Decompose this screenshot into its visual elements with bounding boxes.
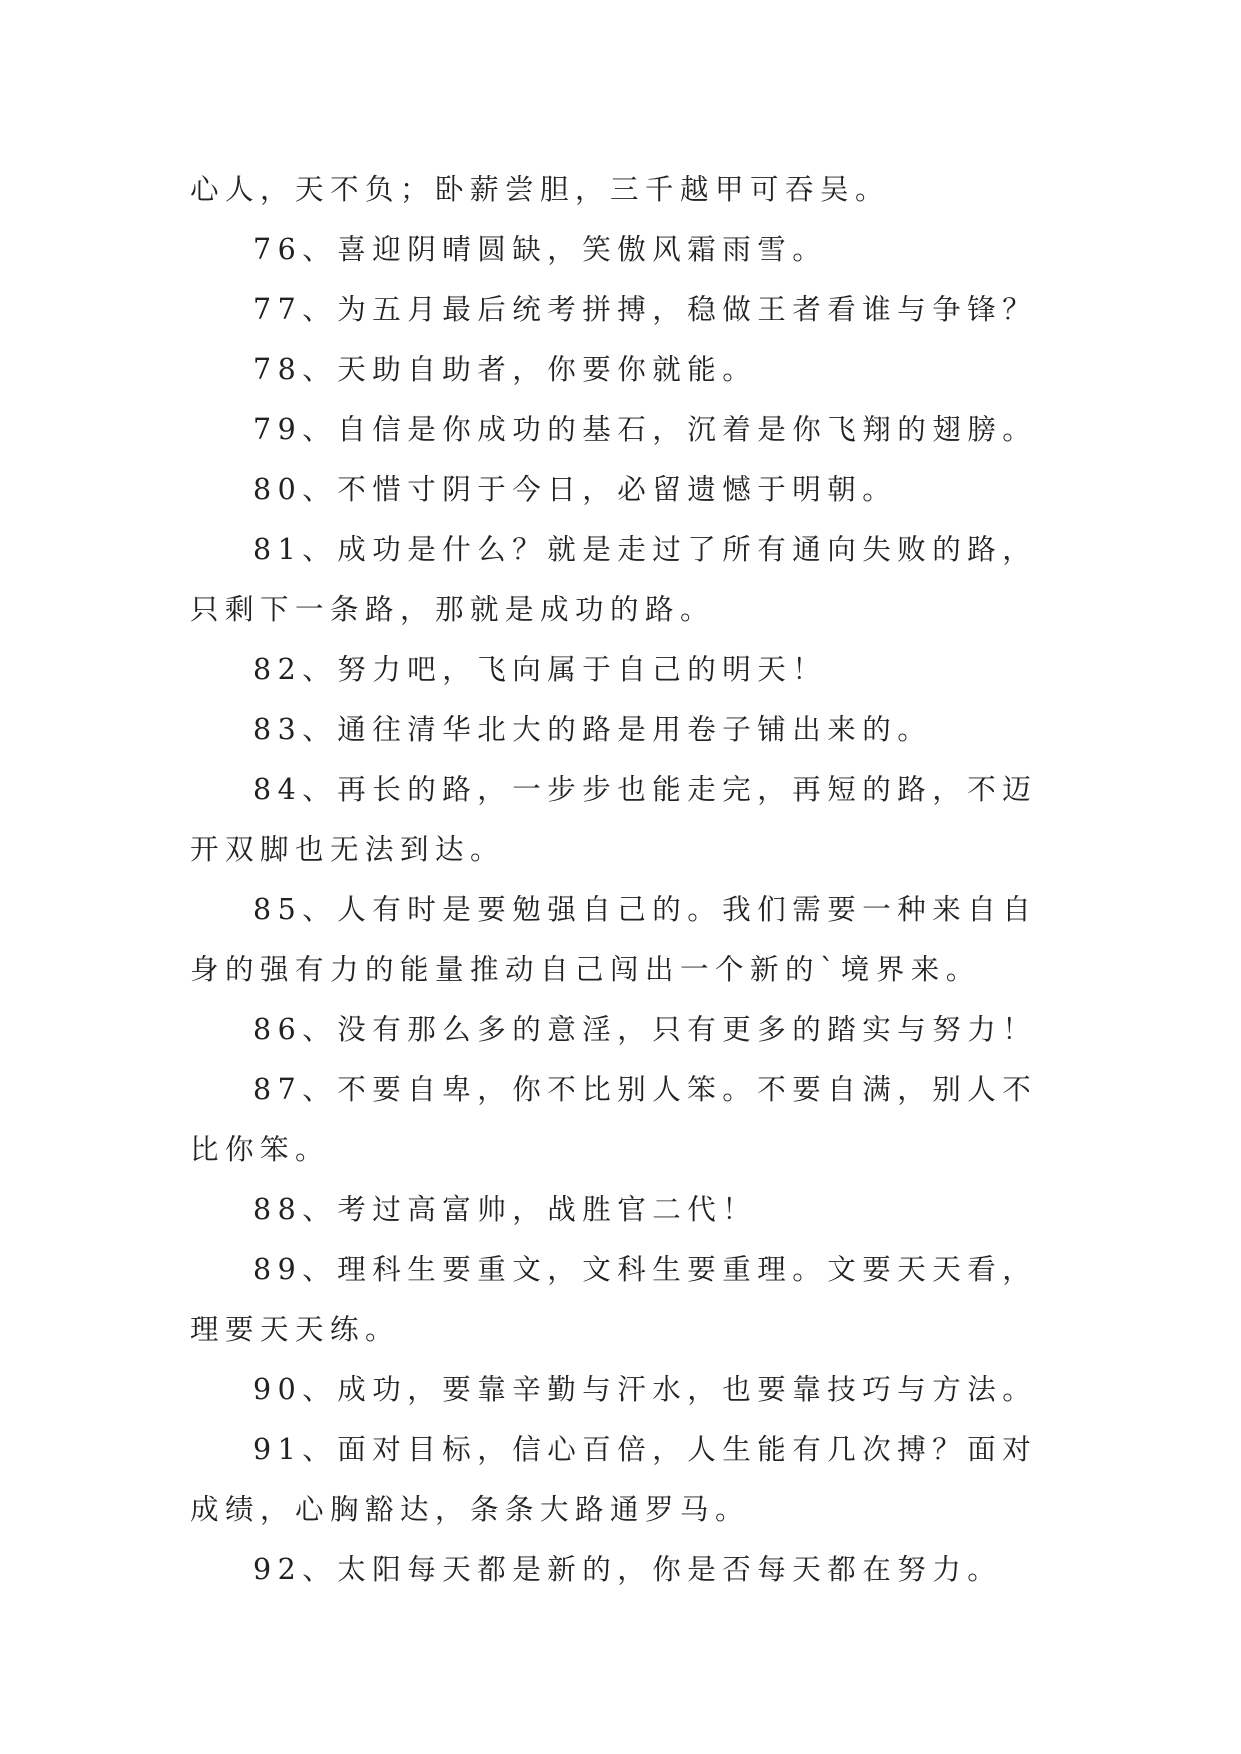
paragraph: 80、不惜寸阴于今日，必留遗憾于明朝。: [253, 473, 898, 506]
paragraph: 86、没有那么多的意淫，只有更多的踏实与努力！: [253, 1013, 1038, 1046]
paragraph: 89、理科生要重文，文科生要重理。文要天天看，理要天天练。: [190, 1253, 1038, 1346]
paragraph: 心人，天不负；卧薪尝胆，三千越甲可吞吴。: [190, 173, 891, 206]
paragraph: 88、考过高富帅，战胜官二代！: [253, 1193, 758, 1226]
paragraph: 83、通往清华北大的路是用卷子铺出来的。: [253, 713, 933, 746]
paragraph: 92、太阳每天都是新的，你是否每天都在努力。: [253, 1553, 1003, 1586]
paragraph: 90、成功，要靠辛勤与汗水，也要靠技巧与方法。: [253, 1373, 1038, 1406]
paragraph: 78、天助自助者，你要你就能。: [253, 353, 758, 386]
paragraph: 76、喜迎阴晴圆缺，笑傲风霜雨雪。: [253, 233, 828, 266]
paragraph: 91、面对目标，信心百倍，人生能有几次搏？面对成绩，心胸豁达，条条大路通罗马。: [190, 1433, 1038, 1526]
document-body: [190, 160, 1060, 1600]
paragraph: 79、自信是你成功的基石，沉着是你飞翔的翅膀。: [253, 413, 1038, 446]
paragraph: 85、人有时是要勉强自己的。我们需要一种来自自身的强有力的能量推动自己闯出一个新的`境界来。: [190, 893, 1038, 986]
paragraph: 81、成功是什么？就是走过了所有通向失败的路，只剩下一条路，那就是成功的路。: [190, 533, 1038, 626]
paragraph: 87、不要自卑，你不比别人笨。不要自满，别人不比你笨。: [190, 1073, 1038, 1166]
paragraph: 77、为五月最后统考拼搏，稳做王者看谁与争锋？: [253, 293, 1038, 326]
paragraph: 82、努力吧，飞向属于自己的明天！: [253, 653, 828, 686]
paragraph: 84、再长的路，一步步也能走完，再短的路，不迈开双脚也无法到达。: [190, 773, 1038, 866]
